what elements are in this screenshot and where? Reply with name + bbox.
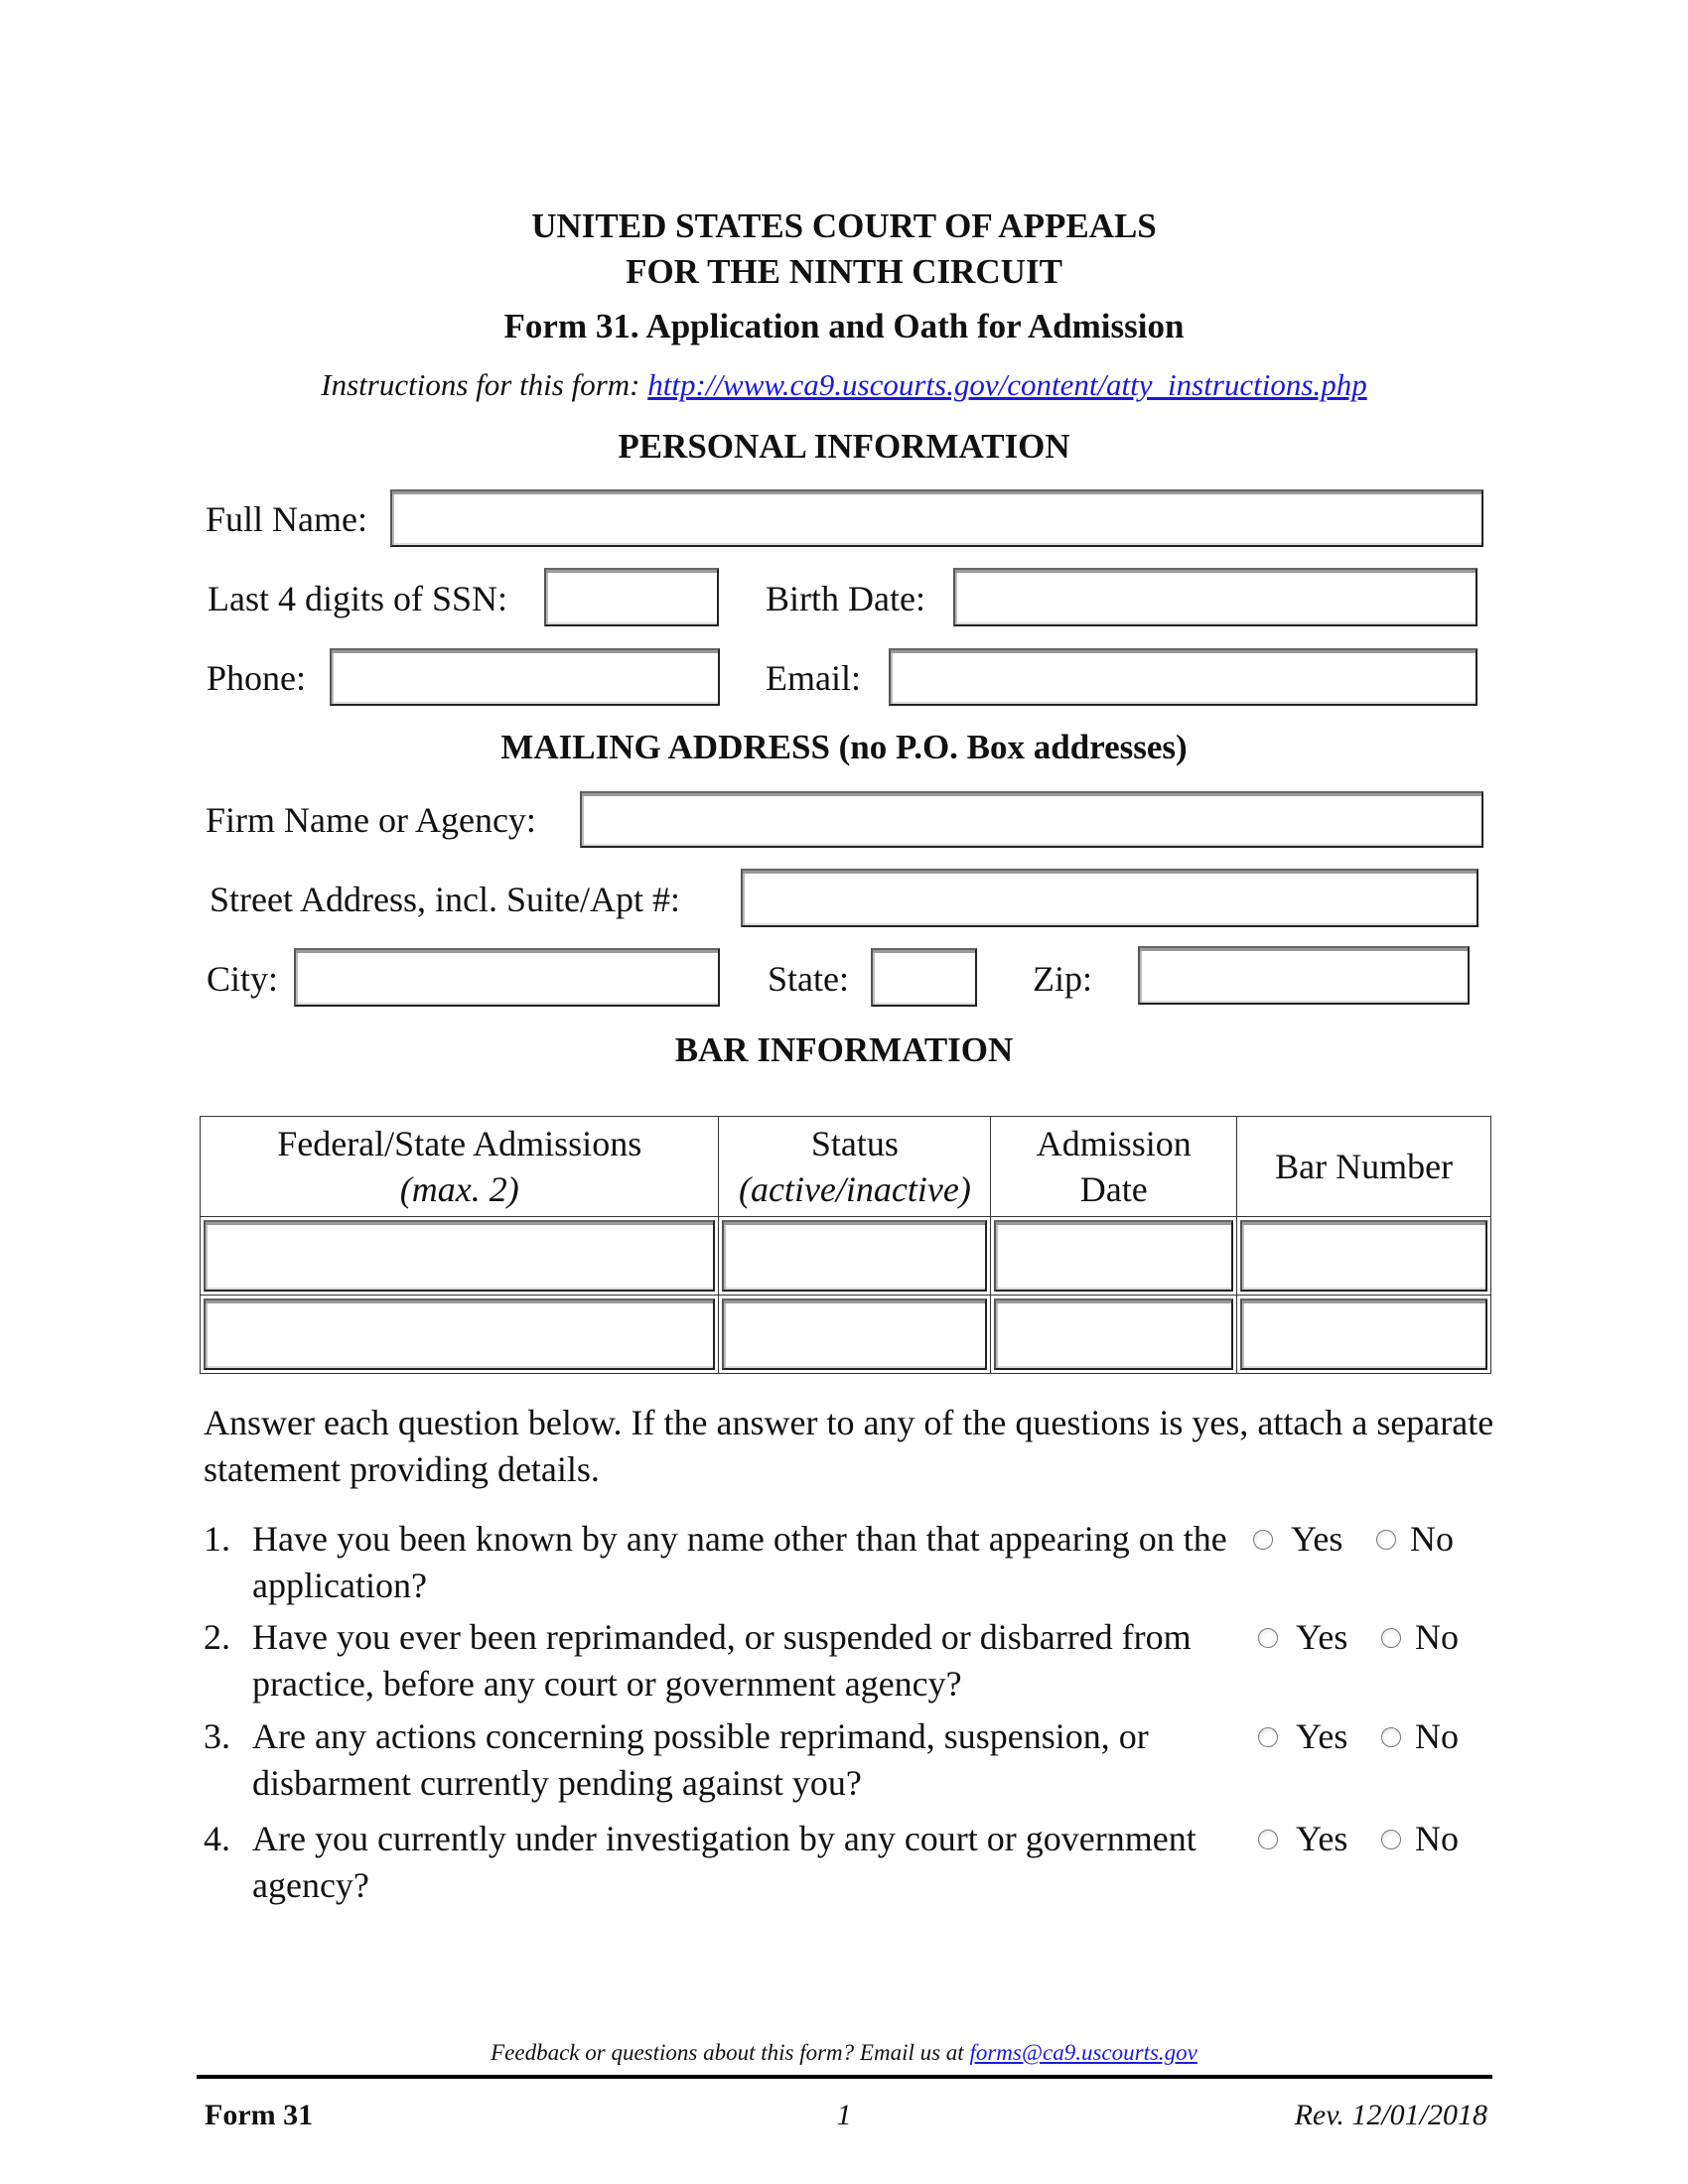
col-status (719, 1117, 991, 1217)
question-number: 4. (204, 1819, 230, 1858)
city-input[interactable] (296, 950, 718, 1005)
status-2-field[interactable] (722, 1298, 987, 1370)
yes-label: Yes (1296, 1819, 1348, 1858)
state-label: State: (768, 959, 849, 999)
yes-label: Yes (1291, 1519, 1343, 1559)
bar-number-2-input[interactable] (1242, 1300, 1485, 1368)
full-name-label: Full Name: (206, 499, 367, 539)
col-admission-date-line2: Date (1079, 1169, 1148, 1209)
question-1-no-radio[interactable] (1376, 1530, 1396, 1550)
col-admissions (201, 1117, 719, 1217)
col-admission-date-line1: Admission (1036, 1124, 1192, 1163)
bar-number-1-field[interactable] (1240, 1220, 1487, 1292)
admission-date-2-field[interactable] (994, 1298, 1233, 1370)
col-bar-number-title: Bar Number (1275, 1147, 1454, 1186)
admission-1-input[interactable] (206, 1222, 713, 1290)
question-text: Have you been known by any name other than that appearing on the application? (252, 1519, 1227, 1605)
col-admission-date (991, 1117, 1237, 1217)
court-line-2: FOR THE NINTH CIRCUIT (626, 252, 1062, 291)
ssn-field[interactable] (544, 568, 719, 626)
ssn-label: Last 4 digits of SSN: (208, 579, 508, 618)
bar-number-2-field[interactable] (1240, 1298, 1487, 1370)
state-field[interactable] (871, 948, 977, 1007)
bar-table (200, 1116, 1491, 1374)
street-input[interactable] (743, 871, 1477, 925)
phone-label: Phone: (207, 658, 307, 698)
full-name-input[interactable] (392, 491, 1481, 545)
question-4-no-radio[interactable] (1381, 1830, 1401, 1849)
firm-field[interactable] (580, 791, 1483, 848)
question-text: Are you currently under investigation by any court or government agency? (252, 1819, 1196, 1905)
col-admissions-note: (max. 2) (399, 1169, 519, 1209)
status-1-field[interactable] (722, 1220, 987, 1292)
feedback-email-link[interactable]: forms@ca9.uscourts.gov (969, 2040, 1197, 2065)
ssn-input[interactable] (546, 570, 717, 624)
footer-form-number: Form 31 (205, 2099, 314, 2131)
admission-2-field[interactable] (204, 1298, 715, 1370)
questions-intro: Answer each question below. If the answer to any of the questions is yes, attach a separate statement providing details. (204, 1403, 1494, 1489)
question-text: Are any actions concerning possible reprimand, suspension, or disbarment currently pending against you? (252, 1716, 1149, 1803)
bar-table-header (201, 1117, 1491, 1217)
admission-1-field[interactable] (204, 1220, 715, 1292)
email-field[interactable] (889, 648, 1477, 706)
state-input[interactable] (873, 950, 975, 1005)
birth-date-input[interactable] (955, 570, 1476, 624)
zip-field[interactable] (1138, 946, 1470, 1005)
footer-page-number: 1 (836, 2099, 852, 2131)
birth-date-field[interactable] (953, 568, 1477, 626)
instructions-link[interactable]: http://www.ca9.uscourts.gov/content/atty_instructions.php (647, 367, 1367, 402)
street-field[interactable] (741, 869, 1478, 927)
form-title: Form 31. Application and Oath for Admission (503, 307, 1185, 345)
email-input[interactable] (891, 650, 1476, 704)
admission-date-2-input[interactable] (996, 1300, 1231, 1368)
no-label: No (1410, 1519, 1454, 1559)
admission-date-1-field[interactable] (994, 1220, 1233, 1292)
city-label: City: (207, 959, 279, 999)
phone-input[interactable] (332, 650, 718, 704)
court-line-1: UNITED STATES COURT OF APPEALS (531, 206, 1157, 245)
question-number: 3. (204, 1716, 230, 1756)
bar-number-1-input[interactable] (1242, 1222, 1485, 1290)
zip-label: Zip: (1033, 959, 1092, 999)
question-2-yes-radio[interactable] (1258, 1628, 1278, 1648)
no-label: No (1415, 1716, 1459, 1756)
yes-label: Yes (1296, 1716, 1348, 1756)
table-row (201, 1296, 1491, 1374)
status-2-input[interactable] (724, 1300, 985, 1368)
phone-field[interactable] (330, 648, 720, 706)
court-name (0, 204, 1688, 295)
instructions-label: Instructions for this form: (321, 367, 640, 402)
admission-2-input[interactable] (206, 1300, 713, 1368)
personal-heading: PERSONAL INFORMATION (618, 427, 1070, 466)
status-1-input[interactable] (724, 1222, 985, 1290)
question-3-no-radio[interactable] (1381, 1727, 1401, 1747)
footer-rule (197, 2075, 1492, 2079)
feedback-line (0, 2040, 1688, 2066)
col-status-note: (active/inactive) (738, 1169, 971, 1209)
mailing-heading: MAILING ADDRESS (no P.O. Box addresses) (500, 728, 1188, 766)
birth-date-label: Birth Date: (766, 579, 925, 618)
question-number: 2. (204, 1617, 230, 1657)
question-number: 1. (204, 1519, 230, 1559)
col-bar-number (1237, 1117, 1491, 1217)
firm-input[interactable] (582, 793, 1481, 846)
no-label: No (1415, 1617, 1459, 1657)
question-1-yes-radio[interactable] (1253, 1530, 1273, 1550)
bar-heading: BAR INFORMATION (674, 1030, 1014, 1069)
no-label: No (1415, 1819, 1459, 1858)
footer-revision: Rev. 12/01/2018 (1294, 2099, 1487, 2131)
zip-input[interactable] (1140, 948, 1468, 1003)
col-status-title: Status (810, 1124, 899, 1163)
street-label: Street Address, incl. Suite/Apt #: (210, 880, 680, 919)
col-admissions-title: Federal/State Admissions (277, 1124, 642, 1163)
firm-label: Firm Name or Agency: (206, 800, 536, 840)
question-text: Have you ever been reprimanded, or suspended or disbarred from practice, before any court or government agency? (252, 1617, 1192, 1704)
question-3-yes-radio[interactable] (1258, 1727, 1278, 1747)
question-4-yes-radio[interactable] (1258, 1830, 1278, 1849)
admission-date-1-input[interactable] (996, 1222, 1231, 1290)
table-row (201, 1217, 1491, 1296)
email-label: Email: (766, 658, 861, 698)
city-field[interactable] (294, 948, 720, 1007)
yes-label: Yes (1296, 1617, 1348, 1657)
feedback-text: Feedback or questions about this form? Email us at (491, 2040, 964, 2065)
full-name-field[interactable] (390, 489, 1483, 547)
question-2-no-radio[interactable] (1381, 1628, 1401, 1648)
instructions-line (0, 367, 1688, 403)
